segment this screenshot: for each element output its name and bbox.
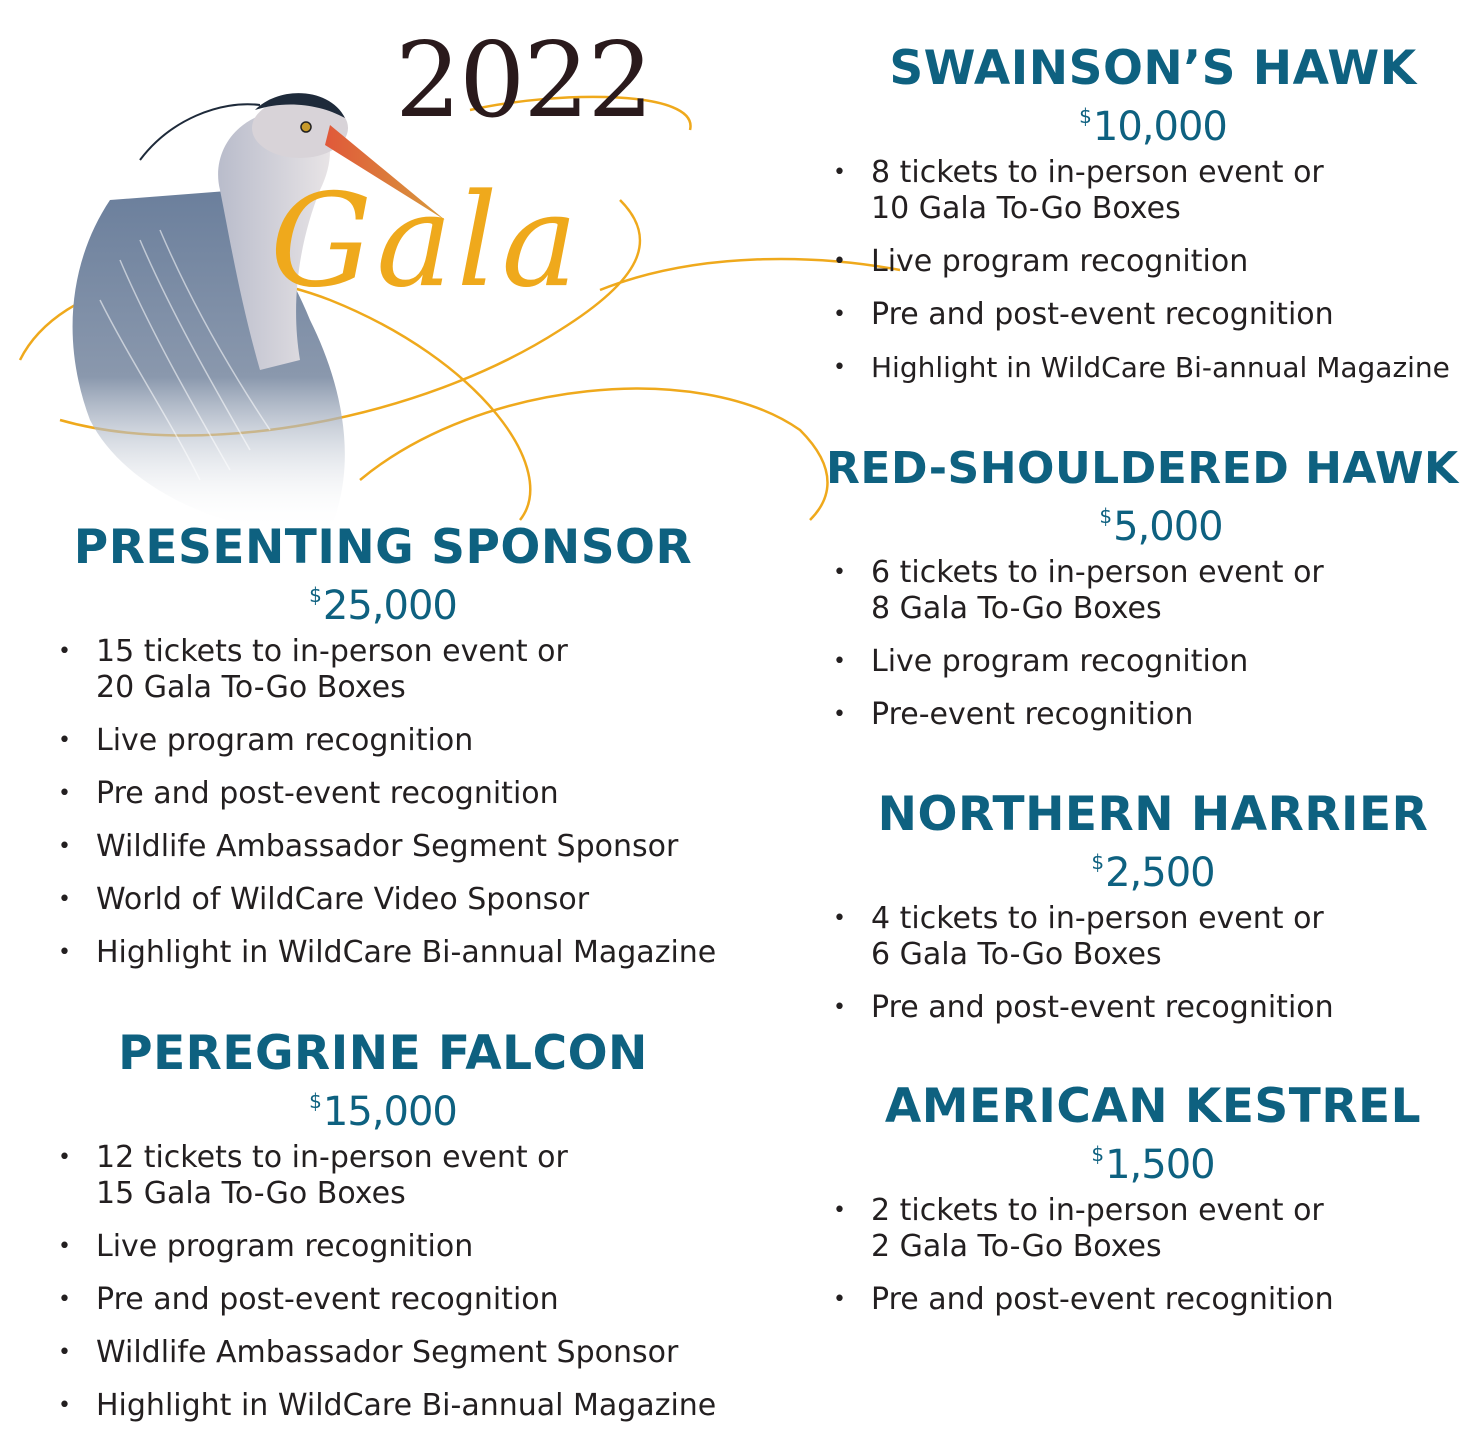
- currency-symbol: $: [1099, 504, 1112, 528]
- price-amount: 5,000: [1113, 504, 1223, 550]
- tier-price: [833, 1132, 1473, 1187]
- benefit-item: • Pre and post-event recognition: [833, 1282, 1473, 1318]
- tier-title: PRESENTING SPONSOR: [73, 520, 693, 575]
- heron-eye: [301, 122, 311, 132]
- tier-title: RED-SHOULDERED HAWK: [826, 443, 1459, 494]
- tier-price: [58, 573, 708, 628]
- benefit-item: • Pre and post-event recognition: [58, 1282, 708, 1318]
- tier-price: [833, 840, 1473, 895]
- benefit-item: • Pre and post-event recognition: [58, 776, 708, 812]
- benefit-list: [58, 1140, 717, 1424]
- benefit-item: • Wildlife Ambassador Segment Sponsor: [58, 829, 708, 865]
- benefit-item: • World of WildCare Video Sponsor: [58, 882, 708, 918]
- currency-symbol: $: [1091, 1142, 1104, 1166]
- tier-title: NORTHERN HARRIER: [877, 787, 1429, 842]
- benefit-item: • 8 tickets to in-person event or 10 Gala To-Go Boxes: [833, 155, 1473, 227]
- price-amount: 25,000: [322, 583, 457, 629]
- price-amount: 1,500: [1105, 1142, 1215, 1188]
- benefit-item: • Highlight in WildCare Bi-annual Magazine: [58, 935, 708, 971]
- benefit-list: [833, 155, 1473, 386]
- benefit-item: • Wildlife Ambassador Segment Sponsor: [58, 1335, 708, 1371]
- tier-presenting-sponsor: [58, 520, 717, 988]
- tier-title: PEREGRINE FALCON: [118, 1026, 648, 1081]
- price-amount: 15,000: [322, 1089, 457, 1135]
- currency-symbol: $: [309, 1089, 321, 1113]
- benefit-list: [58, 634, 717, 971]
- benefit-list: [826, 555, 1476, 733]
- price-amount: 2,500: [1105, 850, 1215, 896]
- currency-symbol: $: [1091, 850, 1104, 874]
- currency-symbol: $: [1079, 104, 1091, 128]
- benefit-item: • 6 tickets to in-person event or 8 Gala To-Go Boxes: [833, 555, 1476, 627]
- tier-northern-harrier: [833, 787, 1473, 1043]
- benefit-item: • Highlight in WildCare Bi-annual Magazine: [833, 350, 1473, 386]
- benefit-item: • 12 tickets to in-person event or 15 Gala To-Go Boxes: [58, 1140, 708, 1212]
- price-amount: 10,000: [1092, 104, 1227, 150]
- benefit-item: • Pre and post-event recognition: [833, 990, 1473, 1026]
- benefit-item: • Pre-event recognition: [833, 697, 1476, 733]
- event-year: 2022: [395, 19, 652, 141]
- benefit-item: • Highlight in WildCare Bi-annual Magazine: [58, 1388, 708, 1424]
- benefit-item: • Pre and post-event recognition: [833, 297, 1473, 333]
- tier-title: SWAINSON’S HAWK: [889, 41, 1417, 96]
- event-title: Gala: [270, 167, 582, 316]
- tier-price: [826, 494, 1476, 549]
- currency-symbol: $: [309, 583, 321, 607]
- tier-swainsons-hawk: [833, 41, 1473, 403]
- benefit-item: • Live program recognition: [58, 1229, 708, 1265]
- benefit-item: • 2 tickets to in-person event or 2 Gala To-Go Boxes: [833, 1193, 1473, 1265]
- benefit-item: • Live program recognition: [58, 723, 708, 759]
- benefit-item: • Live program recognition: [833, 644, 1476, 680]
- benefit-list: [833, 1193, 1473, 1318]
- tier-price: [58, 1079, 708, 1134]
- benefit-item: • 4 tickets to in-person event or 6 Gala To-Go Boxes: [833, 901, 1473, 973]
- tier-peregrine-falcon: [58, 1026, 717, 1441]
- tier-price: [833, 94, 1473, 149]
- tier-red-shouldered-hawk: [826, 444, 1476, 750]
- tier-title: AMERICAN KESTREL: [884, 1079, 1422, 1134]
- benefit-list: [833, 901, 1473, 1026]
- benefit-item: • 15 tickets to in-person event or 20 Gala To-Go Boxes: [58, 634, 708, 706]
- benefit-item: • Live program recognition: [833, 244, 1473, 280]
- tier-american-kestrel: [833, 1079, 1473, 1335]
